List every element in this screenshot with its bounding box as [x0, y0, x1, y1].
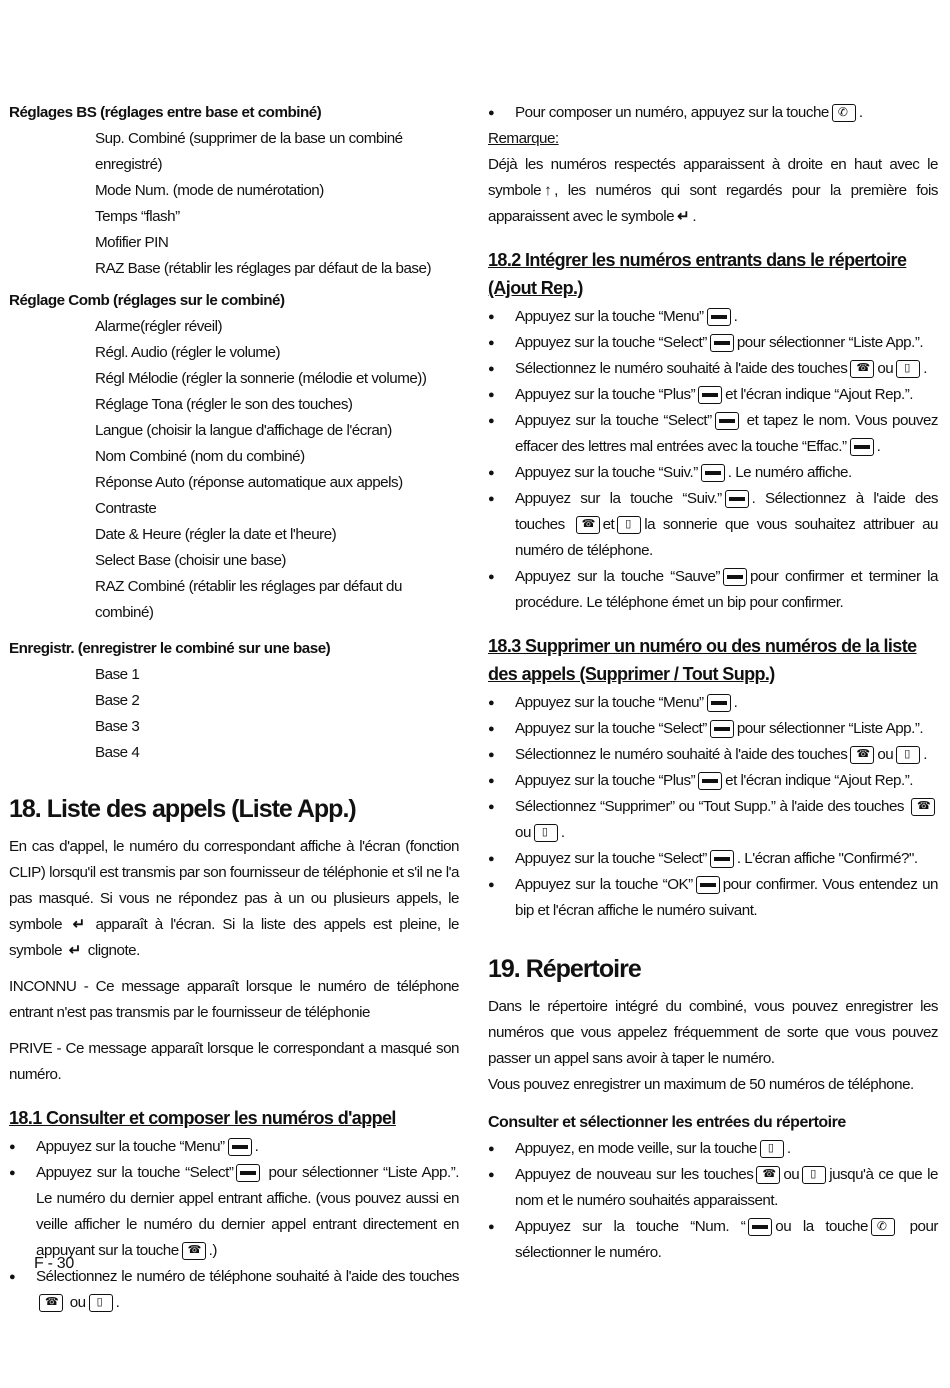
section-18-title: 18. Liste des appels (Liste App.)	[9, 795, 356, 823]
comb-item: Alarme(régler réveil)	[95, 318, 223, 335]
menu-key-icon	[725, 490, 749, 508]
section-19-max: Vous pouvez enregistrer un maximum de 50 numéros de téléphone.	[488, 1076, 914, 1093]
section-19-subtitle: Consulter et sélectionner les entrées du répertoire	[488, 1114, 846, 1131]
down-key-icon	[89, 1294, 113, 1312]
comb-item: Contraste	[95, 500, 157, 517]
section-18-3-list	[488, 690, 938, 924]
up-key-icon	[39, 1294, 63, 1312]
down-key-icon	[760, 1140, 784, 1158]
comb-item: Régl. Audio (régler le volume)	[95, 344, 281, 361]
bs-item: Sup. Combiné (supprimer de la base un combiné enregistré)	[95, 130, 403, 173]
bs-item: Mofifier PIN	[95, 234, 169, 251]
section-18-intro	[9, 834, 459, 964]
bs-item: Temps “flash”	[95, 208, 180, 225]
section-18-3-title: 18.3 Supprimer un numéro ou des numéros de la liste des appels (Supprimer / Tout Supp.)	[488, 636, 917, 684]
list-item: ● Appuyez sur la touche “Select” pour sélectionner “Liste App.”.	[488, 716, 938, 742]
list-item: ● Appuyez sur la touche “Suiv.” . Le numéro affiche.	[488, 460, 938, 486]
prive-note: PRIVE - Ce message apparaît lorsque le correspondant a masqué son numéro.	[9, 1040, 459, 1083]
comb-item: Nom Combiné (nom du combiné)	[95, 448, 305, 465]
list-item: ● Appuyez sur la touche “Select” pour sélectionner “Liste App.”. Le numéro du dernier appel entrant affiche. (vous pouvez aussi en veille afficher le numéro du dernier appel entrant directement en appuyant sur la touche☎ .)	[9, 1160, 459, 1264]
comb-item: Régl Mélodie (régler la sonnerie (mélodie et volume))	[95, 370, 427, 387]
list-item: ● Appuyez sur la touche “Plus” et l'écran indique “Ajout Rep.”.	[488, 768, 938, 794]
up-key-icon	[756, 1166, 780, 1184]
comb-item: Réponse Auto (réponse automatique aux appels)	[95, 474, 403, 491]
comb-item: RAZ Combiné (rétablir les réglages par défaut du combiné)	[95, 578, 402, 621]
list-item: ● Appuyez sur la touche “Select” . L'écran affiche "Confirmé?".	[488, 846, 938, 872]
list-item: ● Appuyez sur la touche “Select” pour sélectionner “Liste App.”.	[488, 330, 938, 356]
section-19-title: 19. Répertoire	[488, 955, 641, 983]
bs-item: Mode Num. (mode de numérotation)	[95, 182, 324, 199]
list-item: ● Pour composer un numéro, appuyez sur la touche✆ .	[488, 100, 938, 126]
menu-key-icon	[710, 850, 734, 868]
bs-heading: Réglages BS (réglages entre base et combiné)	[9, 104, 322, 121]
down-key-icon	[896, 360, 920, 378]
menu-key-icon	[710, 720, 734, 738]
left-column	[9, 100, 459, 1316]
comb-item: Select Base (choisir une base)	[95, 552, 286, 569]
comb-item: Réglage Tona (régler le son des touches)	[95, 396, 353, 413]
section-18-1-list	[9, 1134, 459, 1316]
enreg-item: Base 4	[95, 744, 140, 761]
menu-key-icon	[715, 412, 739, 430]
return-arrow-icon: ↵	[72, 916, 85, 933]
list-item: ● Appuyez sur la touche “Sauve” pour confirmer et terminer la procédure. Le téléphone émet un bip pour confirmer.	[488, 564, 938, 616]
up-key-icon	[850, 746, 874, 764]
menu-key-icon	[710, 334, 734, 352]
menu-key-icon	[748, 1218, 772, 1236]
menu-key-icon	[701, 464, 725, 482]
remarque-text: Déjà les numéros respectés apparaissent à droite en haut avec le symbole ↑ , les numéros qui sont regardés pour la première fois apparaissent avec le symbole ↵ .	[488, 152, 938, 230]
list-item: ● Appuyez sur la touche “Suiv.” . Sélectionnez à l'aide des touches ☎ et▯ la sonnerie que vous souhaitez attribuer au numéro de téléphone.	[488, 486, 938, 564]
down-key-icon	[617, 516, 641, 534]
list-item: ● Appuyez sur la touche “OK” pour confirmer. Vous entendez un bip et l'écran affiche le numéro suivant.	[488, 872, 938, 924]
menu-key-icon	[850, 438, 874, 456]
list-item: ● Appuyez de nouveau sur les touches☎ ou▯ jusqu'à ce que le nom et le numéro souhaités apparaissent.	[488, 1162, 938, 1214]
right-column	[488, 100, 938, 1266]
inconnu-note: INCONNU - Ce message apparaît lorsque le numéro de téléphone entrant n'est pas transmis par le fournisseur de téléphonie	[9, 978, 459, 1021]
menu-key-icon	[698, 386, 722, 404]
list-item: ● Appuyez sur la touche “Num. “ ou la touche✆ pour sélectionner le numéro.	[488, 1214, 938, 1266]
section-18-2-title: 18.2 Intégrer les numéros entrants dans le répertoire (Ajout Rep.)	[488, 250, 907, 298]
intro-text: En cas d'appel, le numéro du correspondant affiche à l'écran (fonction CLIP) lorsqu'il est transmis par son fournisseur de téléphonie et s'il ne l'a pas masqué. Si vous ne répondez pas à un ou plusieurs appels, le symbole	[9, 838, 459, 933]
section-19-intro: Dans le répertoire intégré du combiné, vous pouvez enregistrer les numéros que vous appelez fréquemment de sorte que vous pouvez passer un appel sans avoir à taper le numéro.	[488, 998, 938, 1067]
intro-text: clignote.	[87, 942, 140, 959]
list-item: ● Appuyez sur la touche “Menu” .	[488, 304, 938, 330]
comb-item: Langue (choisir la langue d'affichage de l'écran)	[95, 422, 392, 439]
up-key-icon	[182, 1242, 206, 1260]
down-key-icon	[802, 1166, 826, 1184]
down-key-icon	[896, 746, 920, 764]
up-key-icon	[911, 798, 935, 816]
section-18-2-list	[488, 304, 938, 616]
enreg-heading: Enregistr. (enregistrer le combiné sur une base)	[9, 640, 331, 657]
menu-key-icon	[228, 1138, 252, 1156]
section-19-list	[488, 1136, 938, 1266]
comb-heading: Réglage Comb (réglages sur le combiné)	[9, 292, 285, 309]
up-arrow-icon: ↑	[544, 182, 552, 199]
bs-item: RAZ Base (rétablir les réglages par défaut de la base)	[95, 260, 432, 277]
enreg-item: Base 3	[95, 718, 140, 735]
list-item: ● Sélectionnez le numéro souhaité à l'aide des touches☎ ou▯ .	[488, 742, 938, 768]
list-item: ● Appuyez, en mode veille, sur la touche▯ .	[488, 1136, 938, 1162]
down-key-icon	[534, 824, 558, 842]
return-arrow-icon: ↵	[68, 942, 82, 959]
remarque-label: Remarque:	[488, 130, 559, 147]
comb-item: Date & Heure (régler la date et l'heure)	[95, 526, 337, 543]
menu-key-icon	[707, 308, 731, 326]
enreg-item: Base 2	[95, 692, 140, 709]
menu-key-icon	[723, 568, 747, 586]
menu-key-icon	[696, 876, 720, 894]
list-item: ● Sélectionnez le numéro de téléphone souhaité à l'aide des touches☎ ou▯ .	[9, 1264, 459, 1316]
page-number: F - 30	[34, 1255, 74, 1272]
menu-key-icon	[236, 1164, 260, 1182]
intro-text: apparaît à l'écran. Si la liste des appels est pleine, le symbole	[9, 916, 459, 959]
menu-key-icon	[707, 694, 731, 712]
list-item: ● Appuyez sur la touche “Menu” .	[488, 690, 938, 716]
talk-key-icon	[871, 1218, 895, 1236]
return-arrow-icon: ↵	[677, 208, 690, 225]
list-item: ● Appuyez sur la touche “Plus” et l'écran indique “Ajout Rep.”.	[488, 382, 938, 408]
list-item: ● Sélectionnez “Supprimer” ou “Tout Supp.” à l'aide des touches ☎ou▯ .	[488, 794, 938, 846]
list-item: ● Appuyez sur la touche “Select” et tapez le nom. Vous pouvez effacer des lettres mal entrées avec la touche “Effac.” .	[488, 408, 938, 460]
talk-key-icon	[832, 104, 856, 122]
section-18-1-title: 18.1 Consulter et composer les numéros d'appel	[9, 1108, 396, 1128]
menu-key-icon	[698, 772, 722, 790]
list-item: ● Sélectionnez le numéro souhaité à l'aide des touches☎ ou▯ .	[488, 356, 938, 382]
enreg-item: Base 1	[95, 666, 140, 683]
up-key-icon	[576, 516, 600, 534]
up-key-icon	[850, 360, 874, 378]
list-item: ● Appuyez sur la touche “Menu” .	[9, 1134, 459, 1160]
